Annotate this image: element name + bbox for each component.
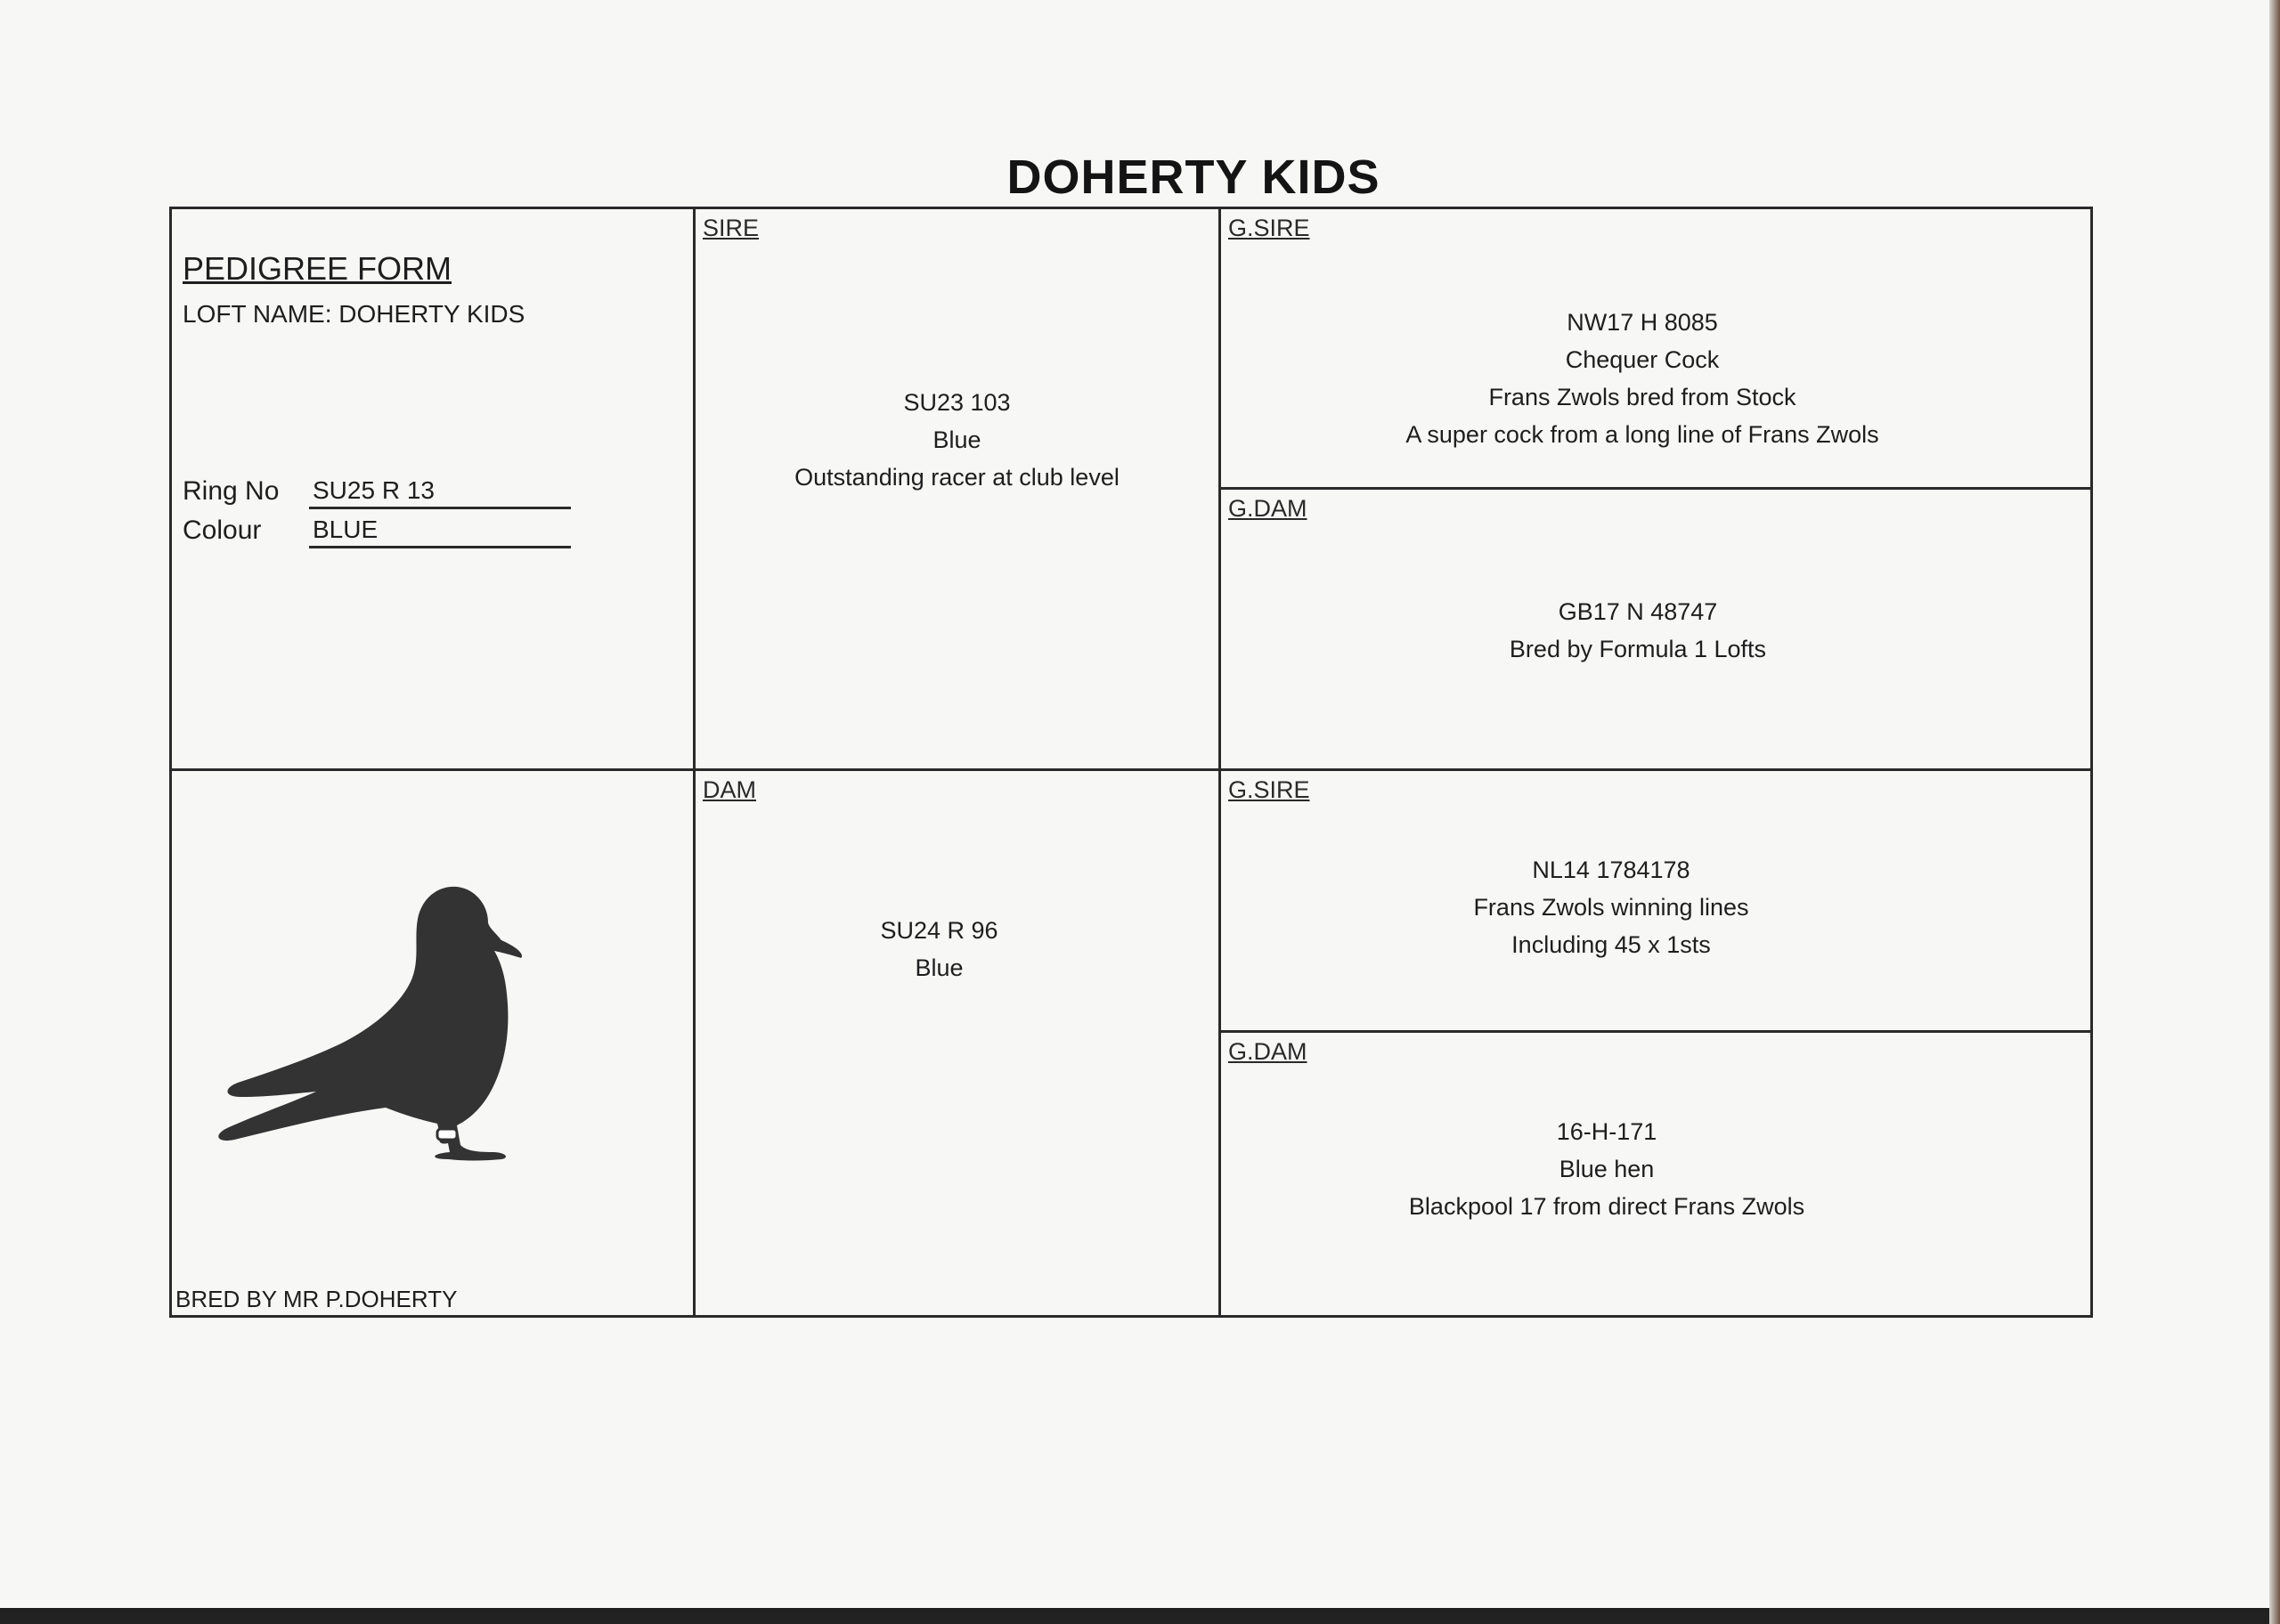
pedigree-grid — [169, 207, 2093, 1318]
sire-grand-sire-note-1: Frans Zwols bred from Stock — [1488, 384, 1796, 410]
dam-grand-dam-label: G.DAM — [1228, 1038, 1307, 1065]
sire-label: SIRE — [703, 215, 760, 241]
sire-ring-number: SU23 103 — [903, 389, 1011, 416]
sire-grand-sire-colour: Chequer Cock — [1565, 346, 1720, 373]
dam-grand-sire-note-1: Frans Zwols winning lines — [1473, 894, 1749, 921]
sire-grand-dam-details — [1185, 593, 2090, 668]
subject-info-cell — [172, 209, 693, 768]
dam-grand-sire-details — [1132, 851, 2090, 963]
dam-grand-dam-colour: Blue hen — [1559, 1156, 1655, 1182]
dam-ring-number: SU24 R 96 — [880, 917, 998, 944]
dam-grand-dam-cell — [1221, 1033, 2090, 1315]
loft-name: LOFT NAME: DOHERTY KIDS — [183, 300, 525, 328]
bird-image-cell — [172, 771, 693, 1315]
page-title: DOHERTY KIDS — [1006, 150, 1380, 204]
sire-grand-dam-cell — [1221, 490, 2090, 768]
sire-grand-sire-label: G.SIRE — [1228, 215, 1310, 241]
dam-grand-dam-ring-number: 16-H-171 — [1556, 1118, 1657, 1145]
ring-number-row — [183, 476, 435, 507]
dam-grand-sire-note-2: Including 45 x 1sts — [1511, 931, 1711, 958]
dam-colour: Blue — [915, 954, 964, 981]
colour-row — [183, 516, 379, 546]
desk-edge — [2269, 0, 2280, 1624]
sire-note: Outstanding racer at club level — [794, 464, 1120, 491]
bred-by-text: BRED BY MR P.DOHERTY — [175, 1286, 458, 1312]
sire-grand-sire-details — [1194, 304, 2090, 453]
pigeon-silhouette-icon — [208, 869, 582, 1207]
sire-grand-sire-ring-number: NW17 H 8085 — [1567, 309, 1718, 336]
sire-grand-dam-label: G.DAM — [1228, 495, 1307, 522]
sire-colour: Blue — [932, 426, 981, 453]
sire-grand-sire-cell — [1221, 209, 2090, 487]
sire-grand-dam-ring-number: GB17 N 48747 — [1558, 598, 1718, 625]
sire-grand-dam-note: Bred by Formula 1 Lofts — [1509, 636, 1767, 662]
sire-grand-sire-note-2: A super cock from a long line of Frans Zwols — [1405, 421, 1879, 448]
sire-cell — [696, 209, 1218, 768]
dam-label: DAM — [703, 776, 756, 803]
dam-grand-dam-details — [1123, 1113, 2090, 1225]
colour-value: BLUE — [309, 516, 571, 548]
sire-details — [696, 384, 1218, 496]
dam-grand-sire-label: G.SIRE — [1228, 776, 1310, 803]
ring-number-label: Ring No — [183, 476, 280, 506]
ring-number-value: SU25 R 13 — [309, 476, 571, 509]
dam-grand-sire-ring-number: NL14 1784178 — [1532, 857, 1690, 883]
dam-grand-sire-cell — [1221, 771, 2090, 1030]
form-title: PEDIGREE FORM — [183, 250, 452, 287]
colour-label: Colour — [183, 516, 262, 545]
dam-grand-dam-note: Blackpool 17 from direct Frans Zwols — [1408, 1193, 1805, 1220]
